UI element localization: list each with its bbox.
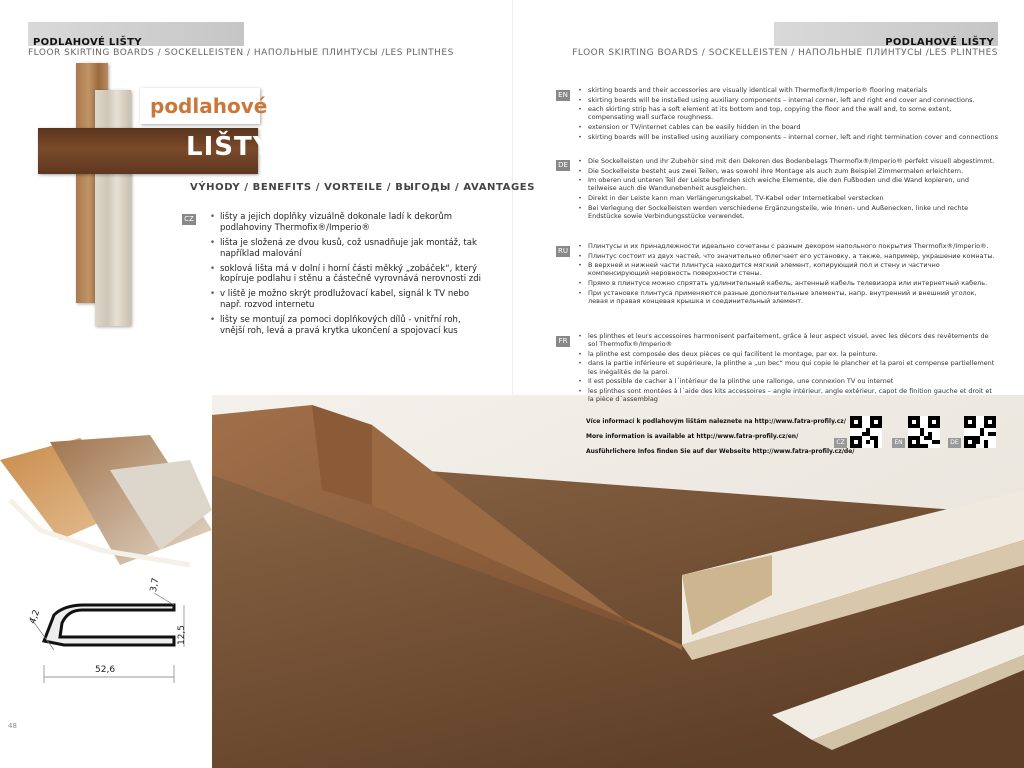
- cz-benefits-list: [210, 212, 486, 341]
- info-link-en[interactable]: More information is available at http://www.fatra-profily.cz/en/: [586, 433, 799, 440]
- lang-badge-en: EN: [556, 90, 570, 101]
- hero-word-listy: LIŠTY: [186, 132, 273, 162]
- list-item: • Die Sockelleiste besteht aus zwei Teilen, was sowohl ihre Montage als auch zum Beispiel Zimmermalen erleichtern.: [578, 167, 998, 175]
- plank-light-image: [95, 90, 131, 326]
- info-block: [586, 414, 854, 459]
- lang-badge-ru: RU: [558, 247, 568, 255]
- qr-code-cz-icon[interactable]: [850, 416, 882, 448]
- list-item: • Bei Verlegung der Sockelleisten werden verschiedene Ergänzungsteile, wie Innen- und Außenecken, linke und rechte Endstücke sowie Verbindungsstücke verwendet.: [578, 204, 998, 220]
- list-item: • lišty se montují za pomoci doplňkových dílů - vnitřní roh, vnější roh, levá a pravá krytka ukončení a spojovací kus: [210, 315, 486, 337]
- list-item: • Плинтус состоит из двух частей, что значительно облегчает его установку, а также, например, украшение комнаты.: [578, 252, 998, 260]
- lang-badge-cz: CZ: [182, 214, 196, 225]
- list-item: • При установке плинтуса применяются разные дополнительные элементы, напр. внутренний и внешний уголок, левая и правая концевая крышка и соединительный элемент.: [578, 289, 998, 305]
- list-item: • Il est possible de cacher à l´intérieur de la plinthe une rallonge, une connexion TV ou internet: [578, 377, 998, 385]
- list-item: • Im oberen und unteren Teil der Leiste befinden sich weiche Elemente, die den Fußboden und die Wand kopieren, und teilweise auch die Wandunebenheit ausgleichen.: [578, 176, 998, 192]
- left-header-title: PODLAHOVÉ LIŠTY: [33, 37, 142, 48]
- left-header-subtitle: FLOOR SKIRTING BOARDS / SOCKELLEISTEN / НАПОЛЬНЫЕ ПЛИНТУСЫ /LES PLINTHES: [28, 48, 454, 58]
- list-item: • В верхней и нижней части плинтуса находится мягкий элемент, копирующий пол и стену и частично компенсирующий неровность поверхности стены.: [578, 261, 998, 277]
- list-item: • la plinthe est composée des deux pièces ce qui facilitent le montage, par ex. la peinture.: [578, 350, 998, 358]
- qr-label-en: EN: [892, 438, 905, 448]
- dim-label-d: 52,6: [95, 665, 116, 675]
- lang-badge-de: DE: [556, 160, 570, 171]
- hero-word-podlahove: podlahové: [150, 94, 268, 118]
- qr-label-cz: CZ: [834, 438, 847, 448]
- list-item: • Direkt in der Leiste kann man Verlängerungskabel, TV-Kabel oder Internetkabel verstecken: [578, 194, 998, 202]
- benefits-title: VÝHODY / BENEFITS / VORTEILE / ВЫГОДЫ / AVANTAGES: [190, 182, 536, 193]
- list-item: • v liště je možno skrýt prodlužovací kabel, signál k TV nebo např. rozvod internetu: [210, 289, 486, 311]
- qr-code-de-icon[interactable]: [964, 416, 996, 448]
- ru-benefits-list: [578, 242, 998, 306]
- info-link-cz[interactable]: Více informací k podlahovým lištám naleznete na http://www.fatra-profily.cz/: [586, 418, 846, 425]
- list-item: • lišty a jejich doplňky vizuálně dokonale ladí k dekorům podlahoviny Thermofix®/Imperio®: [210, 212, 486, 234]
- list-item: • skirting boards and their accessories are visually identical with Thermofix®/Imperio® flooring materials: [578, 86, 998, 94]
- list-item: • Die Sockelleisten und ihr Zubehör sind mit den Dekoren des Bodenbelags Thermofix®/Imperio® perfekt visuell abgestimmt.: [578, 157, 998, 165]
- list-item: • les plinthes et leurs accessoires harmonisent parfaitement, grâce à leur aspect visuel, avec les décors des revêtements de sol Thermofix®/Imperio®: [578, 332, 998, 348]
- list-item: • soklová lišta má v dolní i horní části měkký „zobáček“, který kopíruje podlahu i stěnu a částečně vyrovnává nerovnosti zdi: [210, 264, 486, 286]
- profiles-stack-image: [0, 430, 212, 570]
- fr-benefits-list: [578, 332, 998, 405]
- list-item: • Прямо в плинтусе можно спрятать удлинительный кабель, антенный кабель телевизора или интернетный кабель.: [578, 279, 998, 287]
- list-item: • dans la partie inférieure et supérieure, la plinthe a „un bec“ mou qui copie le plancher et la paroi et compense partiellement les inégalités de la paroi.: [578, 359, 998, 375]
- en-benefits-list: [578, 86, 998, 142]
- de-benefits-list: [578, 157, 998, 221]
- list-item: • skirting boards will be installed using auxiliary components – internal corner, left and right end cover and connections.: [578, 96, 998, 104]
- dim-label-a: 4,2: [28, 608, 43, 626]
- dim-label-c: 12,5: [177, 624, 188, 646]
- right-header-subtitle: FLOOR SKIRTING BOARDS / SOCKELLEISTEN / НАПОЛЬНЫЕ ПЛИНТУСЫ /LES PLINTHES: [572, 48, 998, 58]
- info-link-de[interactable]: Ausführlichere Infos finden Sie auf der Webseite http://www.fatra-profily.cz/de/: [586, 448, 855, 455]
- list-item: • skirting boards will be installed using auxiliary components – internal corner, left and right termination cover and connections: [578, 133, 998, 141]
- list-item: • les plinthes sont montées à l´aide des kits accessoires – angle intérieur, angle extérieur, capot de finition gauche et droit et la pièce d´assemblag: [578, 387, 998, 403]
- list-item: • extension or TV/internet cables can be easily hidden in the board: [578, 123, 998, 131]
- list-item: • each skirting strip has a soft element at its bottom and top, copying the floor and the wall and, to some extent, compensating wall surface roughness.: [578, 105, 998, 121]
- dim-label-b: 3,7: [148, 577, 162, 593]
- list-item: • Плинтусы и их принадлежности идеально сочетаны с разным декором напольного покрытия Thermofix®/Imperio®.: [578, 242, 998, 250]
- page-number: 48: [8, 722, 17, 730]
- right-header-title: PODLAHOVÉ LIŠTY: [885, 37, 994, 48]
- lang-badge-fr: FR: [556, 336, 570, 347]
- qr-code-en-icon[interactable]: [908, 416, 940, 448]
- list-item: • lišta je složená ze dvou kusů, což usnadňuje jak montáž, tak například malování: [210, 238, 486, 260]
- qr-label-de: DE: [948, 438, 961, 448]
